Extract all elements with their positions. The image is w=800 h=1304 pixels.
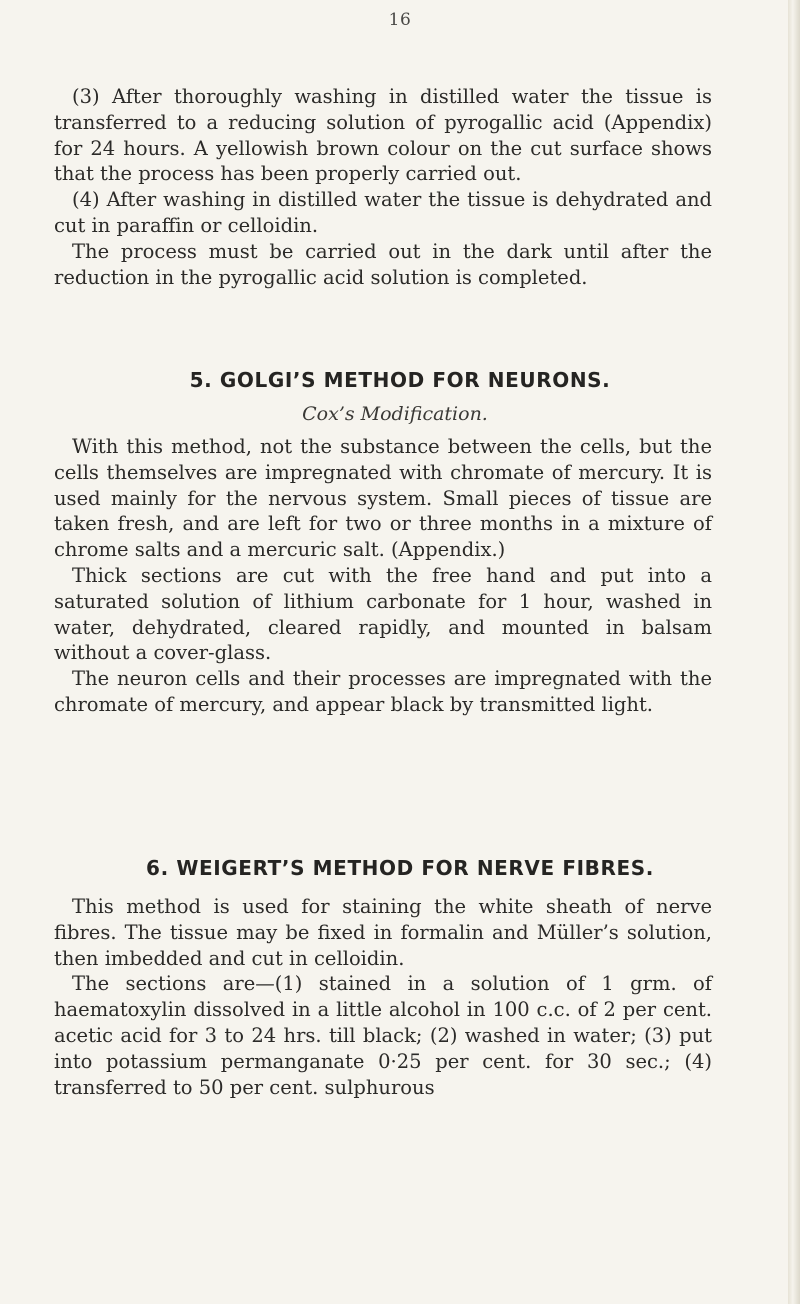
paragraph-weigert-steps: The sections are—(1) stained in a solution of 1 grm. of haematoxylin dissolved in a little alcohol in 100 c.c. of 2 per cent. acetic acid for 3 to 24 hrs. till black; (2) washed in water; (3) put into potassium permanganate 0·25 per cent. for 30 sec.; (4) transferred to 50 per cent. sulphurous xyxy=(54,972,712,1099)
page-number: 16 xyxy=(388,10,412,30)
text-block-golgi xyxy=(54,434,712,718)
section-heading-golgi: 5. GOLGI’S METHOD FOR NEURONS. xyxy=(189,368,611,392)
section-heading-weigert: 6. WEIGERT’S METHOD FOR NERVE FIBRES. xyxy=(146,856,654,880)
text-block-weigert xyxy=(54,894,712,1100)
text-block-intro xyxy=(54,84,712,290)
paragraph-golgi-intro: With this method, not the substance between the cells, but the cells themselves are impregnated with chromate of mercury. It is used mainly for the nervous system. Small pieces of tissue are taken fresh, and are left for two or three months in a mixture of chrome salts and a mercuric salt. (Appendix.) xyxy=(54,435,712,562)
paragraph-step-3: (3) After thoroughly washing in distilled water the tissue is transferred to a reducing solution of pyrogallic acid (Appendix) for 24 hours. A yellowish brown colour on the cut surface shows that the process has been properly carried out. xyxy=(54,85,712,186)
paragraph-dark-note: The process must be carried out in the dark until after the reduction in the pyrogallic acid solution is completed. xyxy=(54,239,712,289)
page-edge xyxy=(788,0,800,1304)
paragraph-step-4: (4) After washing in distilled water the tissue is dehydrated and cut in paraffin or celloidin. xyxy=(54,188,712,237)
paragraph-weigert-intro: This method is used for staining the white sheath of nerve fibres. The tissue may be fixed in formalin and Müller’s solution, then imbedded and cut in celloidin. xyxy=(54,895,712,970)
paragraph-golgi-sections: Thick sections are cut with the free hand and put into a saturated solution of lithium carbonate for 1 hour, washed in water, dehydrated, cleared rapidly, and mounted in balsam without a cover-glass. xyxy=(54,563,712,665)
section-subheading-cox: Cox’s Modification. xyxy=(302,403,488,425)
paragraph-golgi-result: The neuron cells and their processes are impregnated with the chromate of mercury, and appear black by transmitted light. xyxy=(54,667,712,716)
